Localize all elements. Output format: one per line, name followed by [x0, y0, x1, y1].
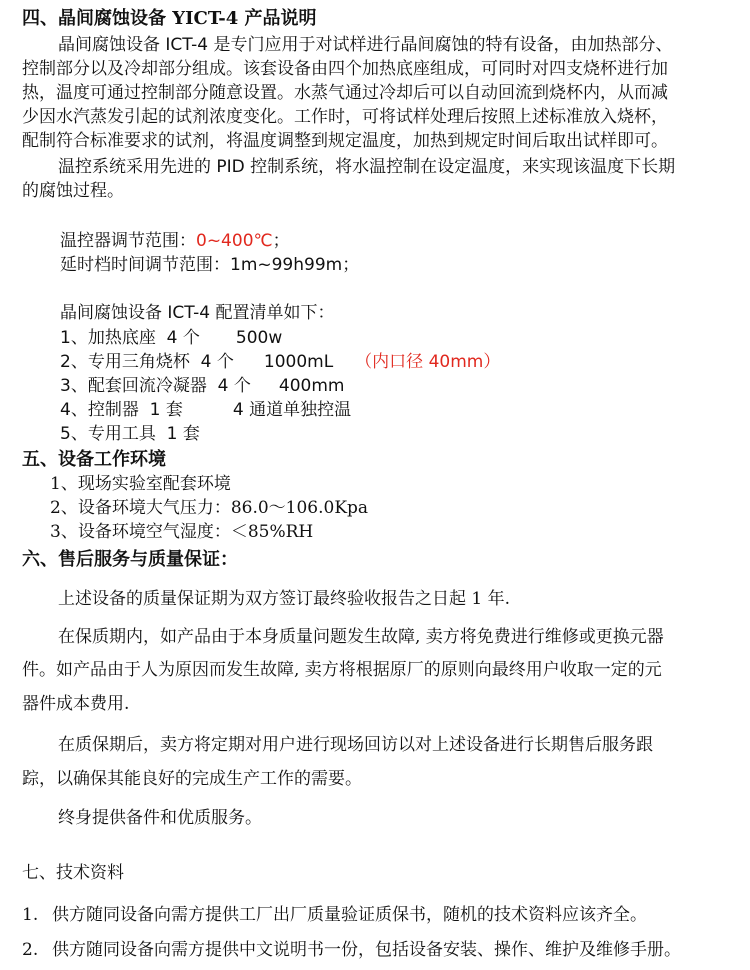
config-item: [60, 399, 351, 421]
config-item-spec: 4 通道单独控温: [232, 400, 352, 420]
config-item-spec: 400mm: [278, 376, 345, 396]
warranty-paragraph: 上述设备的质量保证期为双方签订最终验收报告之日起 1 年.: [58, 589, 511, 609]
tech-doc-item: [22, 939, 681, 961]
post-warranty-paragraph-line: 踪，以确保其能良好的完成生产工作的需要。: [22, 769, 362, 789]
tech-doc-item-text: 供方随同设备向需方提供工厂出厂质量验证质保书，随机的技术资料应该齐全。: [52, 905, 647, 925]
config-item: [60, 327, 282, 349]
config-item-name: 专用三角烧杯: [87, 352, 190, 372]
section4-paragraph-line: 控制部分以及冷却部分组成。该套设备由四个加热底座组成，可同时对四支烧杯进行加: [22, 59, 668, 79]
config-item: [60, 375, 344, 397]
tech-doc-item: [22, 904, 647, 926]
warranty-paragraph-line: 器件成本费用.: [22, 694, 130, 714]
config-item-qty: 1 套: [149, 400, 183, 420]
environment-item: 2、设备环境大气压力：86.0～106.0Kpa: [50, 498, 369, 518]
section4-paragraph-line: 配制符合标准要求的试剂，将温度调整到规定温度，加热到规定时间后取出试样即可。: [22, 131, 668, 151]
config-item-name: 专用工具: [87, 424, 156, 444]
warranty-paragraph-line: 件。如产品由于人为原因而发生故障, 卖方将根据原厂的原则向最终用户收取一定的元: [22, 660, 662, 680]
timer-range: 延时档时间调节范围：1m~99h99m；: [60, 255, 360, 275]
post-warranty-paragraph-line: 在质保期后，卖方将定期对用户进行现场回访以对上述设备进行长期售后服务跟: [58, 735, 653, 755]
section7-title: 七、技术资料: [22, 863, 124, 883]
section6-title: 六、售后服务与质量保证：: [22, 549, 238, 570]
environment-item: 1、现场实验室配套环境: [50, 474, 231, 494]
config-list-title: 晶间腐蚀设备 ICT-4 配置清单如下：: [60, 303, 335, 323]
config-item-num: 4、: [60, 400, 88, 420]
temperature-range-value: 0~400℃: [196, 231, 273, 251]
lifetime-service-line: 终身提供备件和优质服务。: [58, 808, 262, 828]
warranty-paragraph-line: 在保质期内，如产品由于本身质量问题发生故障, 卖方将免费进行维修或更换元器: [58, 627, 664, 647]
section4-title: 四、晶间腐蚀设备 YICT-4 产品说明: [22, 8, 317, 29]
config-item-name: 加热底座: [87, 328, 156, 348]
section4-paragraph-line: 热，温度可通过控制部分随意设置。水蒸气通过冷却后可以自动回流到烧杯内，从而减: [22, 83, 668, 103]
config-item-name: 控制器: [87, 400, 139, 420]
config-item-name: 配套回流冷凝器: [87, 376, 207, 396]
section5-title: 五、设备工作环境: [22, 449, 166, 470]
config-item: [60, 351, 500, 373]
temperature-range-label: 温控器调节范围：: [60, 231, 196, 251]
config-item-num: 1、: [60, 328, 88, 348]
config-item-spec: 500w: [235, 328, 283, 348]
config-item-num: 3、: [60, 376, 88, 396]
config-item-qty: 4 个: [200, 352, 234, 372]
tech-doc-item-num: 1.: [22, 905, 39, 925]
config-item-num: 5、: [60, 424, 88, 444]
config-item-qty: 4 个: [166, 328, 200, 348]
section4-paragraph-line: 温控系统采用先进的 PID 控制系统，将水温控制在设定温度，来实现该温度下长期: [58, 157, 676, 177]
config-item-spec: 1000mL: [263, 352, 334, 372]
config-item-qty: 1 套: [166, 424, 200, 444]
config-item-note: （内口径 40mm）: [355, 352, 501, 372]
environment-item: 3、设备环境空气湿度：＜85%RH: [50, 522, 314, 542]
temperature-range: [60, 230, 290, 252]
config-item-num: 2、: [60, 352, 88, 372]
section4-paragraph-line: 少因水汽蒸发引起的试剂浓度变化。工作时，可将试样处理后按照上述标准放入烧杯，: [22, 107, 668, 127]
tech-doc-item-text: 供方随同设备向需方提供中文说明书一份，包括设备安装、操作、维护及维修手册。: [52, 940, 681, 960]
section4-paragraph-line: 晶间腐蚀设备 ICT-4 是专门应用于对试样进行晶间腐蚀的特有设备，由加热部分、: [58, 35, 673, 55]
config-item: [60, 423, 200, 445]
section4-paragraph-line: 的腐蚀过程。: [22, 181, 124, 201]
temperature-range-suffix: ；: [272, 231, 290, 251]
config-item-qty: 4 个: [217, 376, 251, 396]
tech-doc-item-num: 2.: [22, 940, 39, 960]
